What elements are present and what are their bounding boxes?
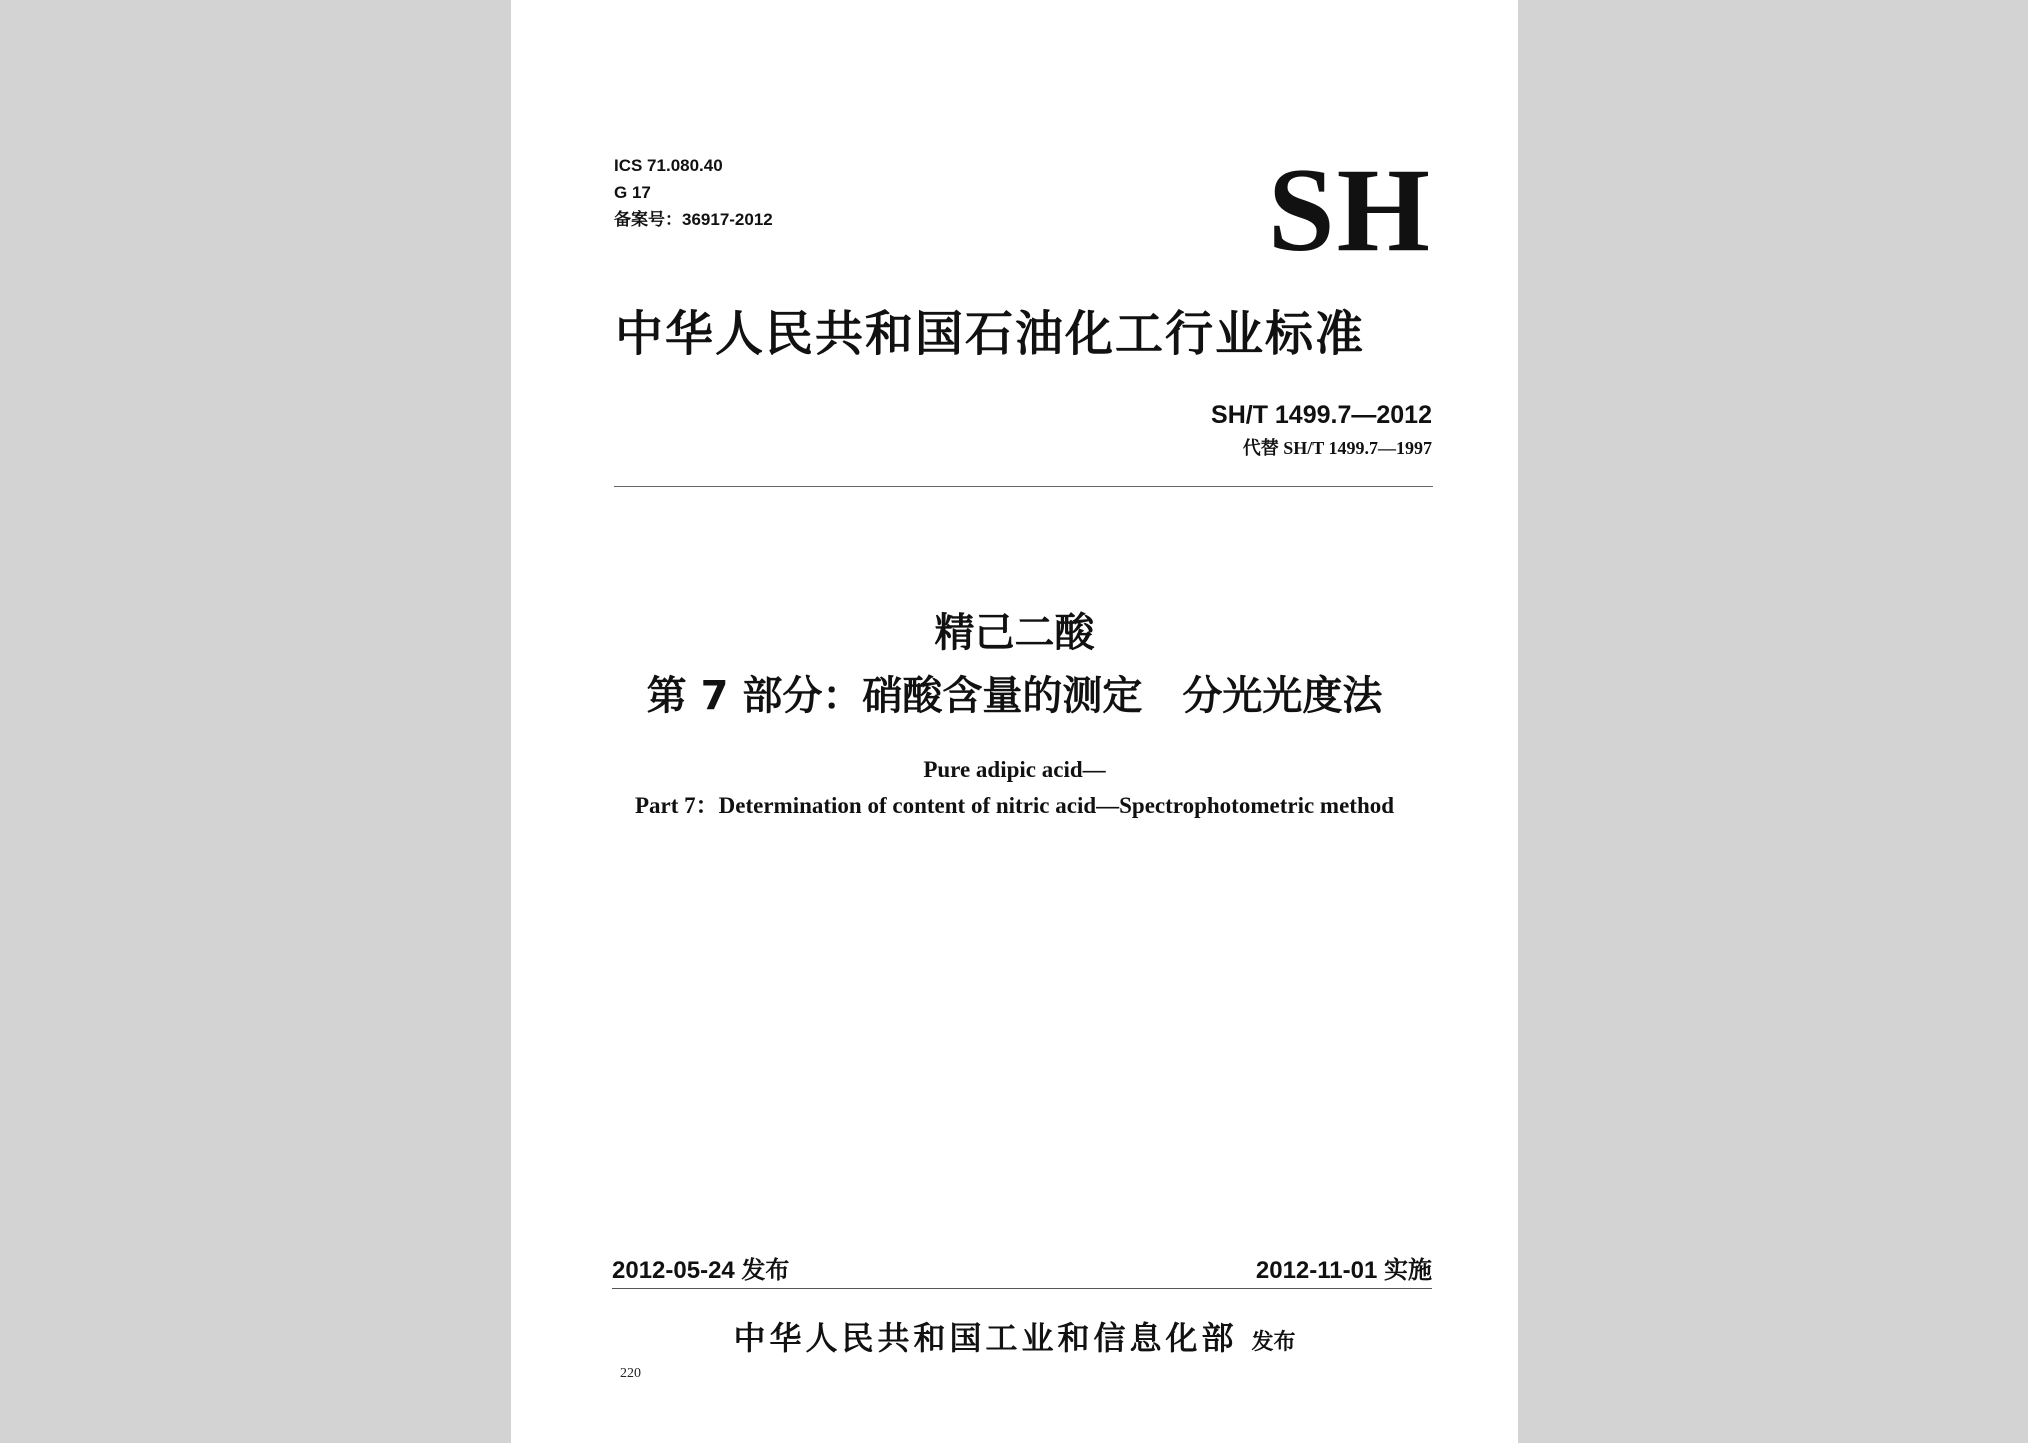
implementation-date: 2012-11-01 实施	[1255, 1257, 1432, 1284]
sh-logo: SH	[1267, 143, 1432, 276]
classification-block	[614, 152, 773, 233]
document-title-cn-line1: 精己二酸	[934, 610, 1095, 656]
publisher-name: 中华人民共和国工业和信息化部	[733, 1319, 1238, 1357]
standard-body-title: 中华人民共和国石油化工行业标准	[615, 306, 1366, 362]
page-number: 220	[620, 1366, 641, 1381]
document-title-cn-line2: 第 7 部分：硝酸含量的测定 分光光度法	[646, 673, 1383, 719]
standard-number: SH/T 1499.7—2012	[1211, 401, 1432, 429]
class-code: G 17	[614, 183, 651, 202]
bottom-divider	[612, 1288, 1432, 1289]
replaced-standard: 代替 SH/T 1499.7—1997	[1242, 438, 1432, 458]
ics-code: ICS 71.080.40	[614, 156, 723, 175]
document-page	[511, 0, 1518, 1443]
issue-date: 2012-05-24 发布	[612, 1257, 790, 1284]
publisher-line	[511, 1316, 1518, 1365]
document-title-en-line2: Part 7：Determination of content of nitric acid—Spectrophotometric method	[634, 793, 1395, 818]
document-title-en-line1: Pure adipic acid—	[923, 757, 1106, 782]
publisher-suffix: 发布	[1251, 1330, 1296, 1355]
top-divider	[614, 486, 1433, 487]
record-number: 备案号：36917-2012	[614, 210, 773, 229]
